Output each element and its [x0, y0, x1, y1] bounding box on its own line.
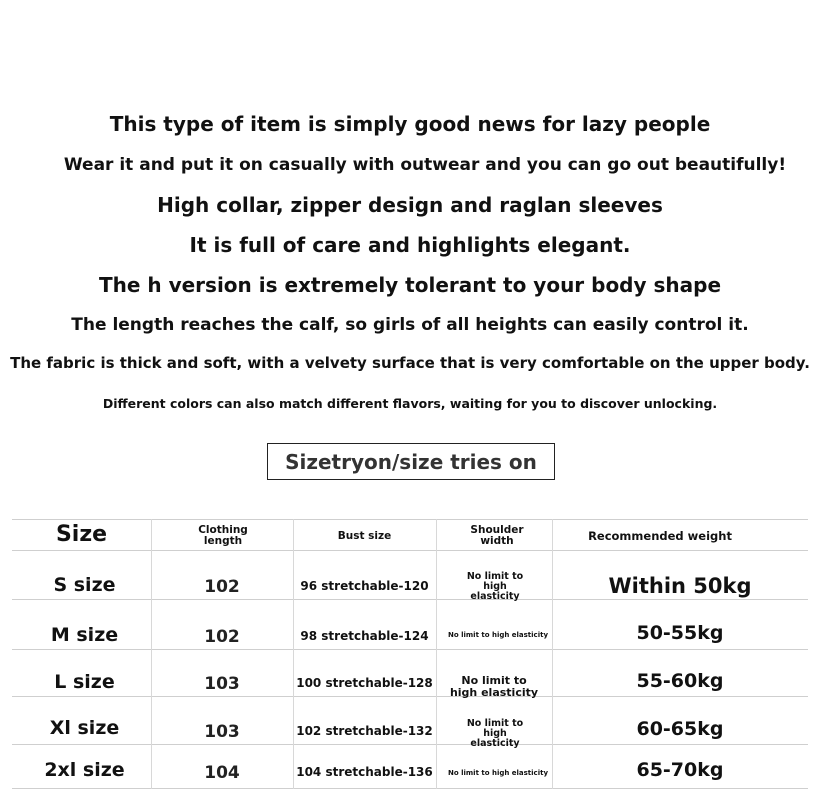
intro-line: It is full of care and highlights elegant.: [189, 233, 631, 257]
header-shoulder-width: Shoulder width: [470, 523, 524, 547]
clothing-length-value: 103: [204, 674, 240, 695]
header-size: Size: [55, 521, 108, 547]
size-name: 2xl size: [44, 759, 125, 782]
size-name: S size: [53, 574, 116, 597]
recommended-weight-value: 65-70kg: [636, 759, 724, 782]
size-name: L size: [54, 671, 115, 694]
intro-line: The h version is extremely tolerant to your body shape: [98, 273, 722, 297]
header-bust-size: Bust size: [337, 530, 392, 543]
intro-line: Different colors can also match different flavors, waiting for you to discover unlocking.: [102, 396, 718, 411]
bust-size-value: 104 stretchable-136: [296, 764, 433, 779]
clothing-length-value: 103: [204, 722, 240, 743]
shoulder-width-value: No limit to high elasticity: [466, 718, 524, 749]
clothing-length-value: 104: [204, 763, 240, 784]
clothing-length-value: 102: [204, 577, 240, 598]
bust-size-value: 100 stretchable-128: [296, 675, 433, 690]
recommended-weight-value: Within 50kg: [608, 573, 752, 598]
size-name: M size: [50, 624, 119, 647]
recommended-weight-value: 50-55kg: [636, 622, 724, 645]
intro-line: High collar, zipper design and raglan sleeves: [157, 193, 663, 217]
shoulder-width-value: No limit to high elasticity: [466, 571, 524, 602]
recommended-weight-value: 60-65kg: [636, 718, 724, 741]
bust-size-value: 96 stretchable-120: [300, 578, 429, 593]
size-section-title: Sizetryon/size tries on: [267, 443, 555, 480]
clothing-length-value: 102: [204, 627, 240, 648]
shoulder-width-value: No limit to high elasticity: [447, 631, 549, 640]
shoulder-width-value: No limit to high elasticity: [447, 769, 549, 778]
size-table: [12, 519, 808, 795]
header-clothing-length: Clothing length: [198, 523, 248, 547]
shoulder-width-value: No limit to high elasticity: [449, 674, 539, 699]
intro-line: This type of item is simply good news for lazy people: [109, 112, 711, 136]
bust-size-value: 102 stretchable-132: [296, 723, 433, 738]
bust-size-value: 98 stretchable-124: [300, 628, 429, 643]
header-recommended-weight: Recommended weight: [588, 528, 732, 543]
intro-line: The fabric is thick and soft, with a velvety surface that is very comfortable on the upper body.: [10, 354, 810, 372]
recommended-weight-value: 55-60kg: [636, 670, 724, 693]
size-name: Xl size: [49, 717, 120, 740]
intro-line: The length reaches the calf, so girls of all heights can easily control it.: [71, 315, 749, 335]
intro-line: Wear it and put it on casually with outwear and you can go out beautifully!: [63, 155, 787, 175]
